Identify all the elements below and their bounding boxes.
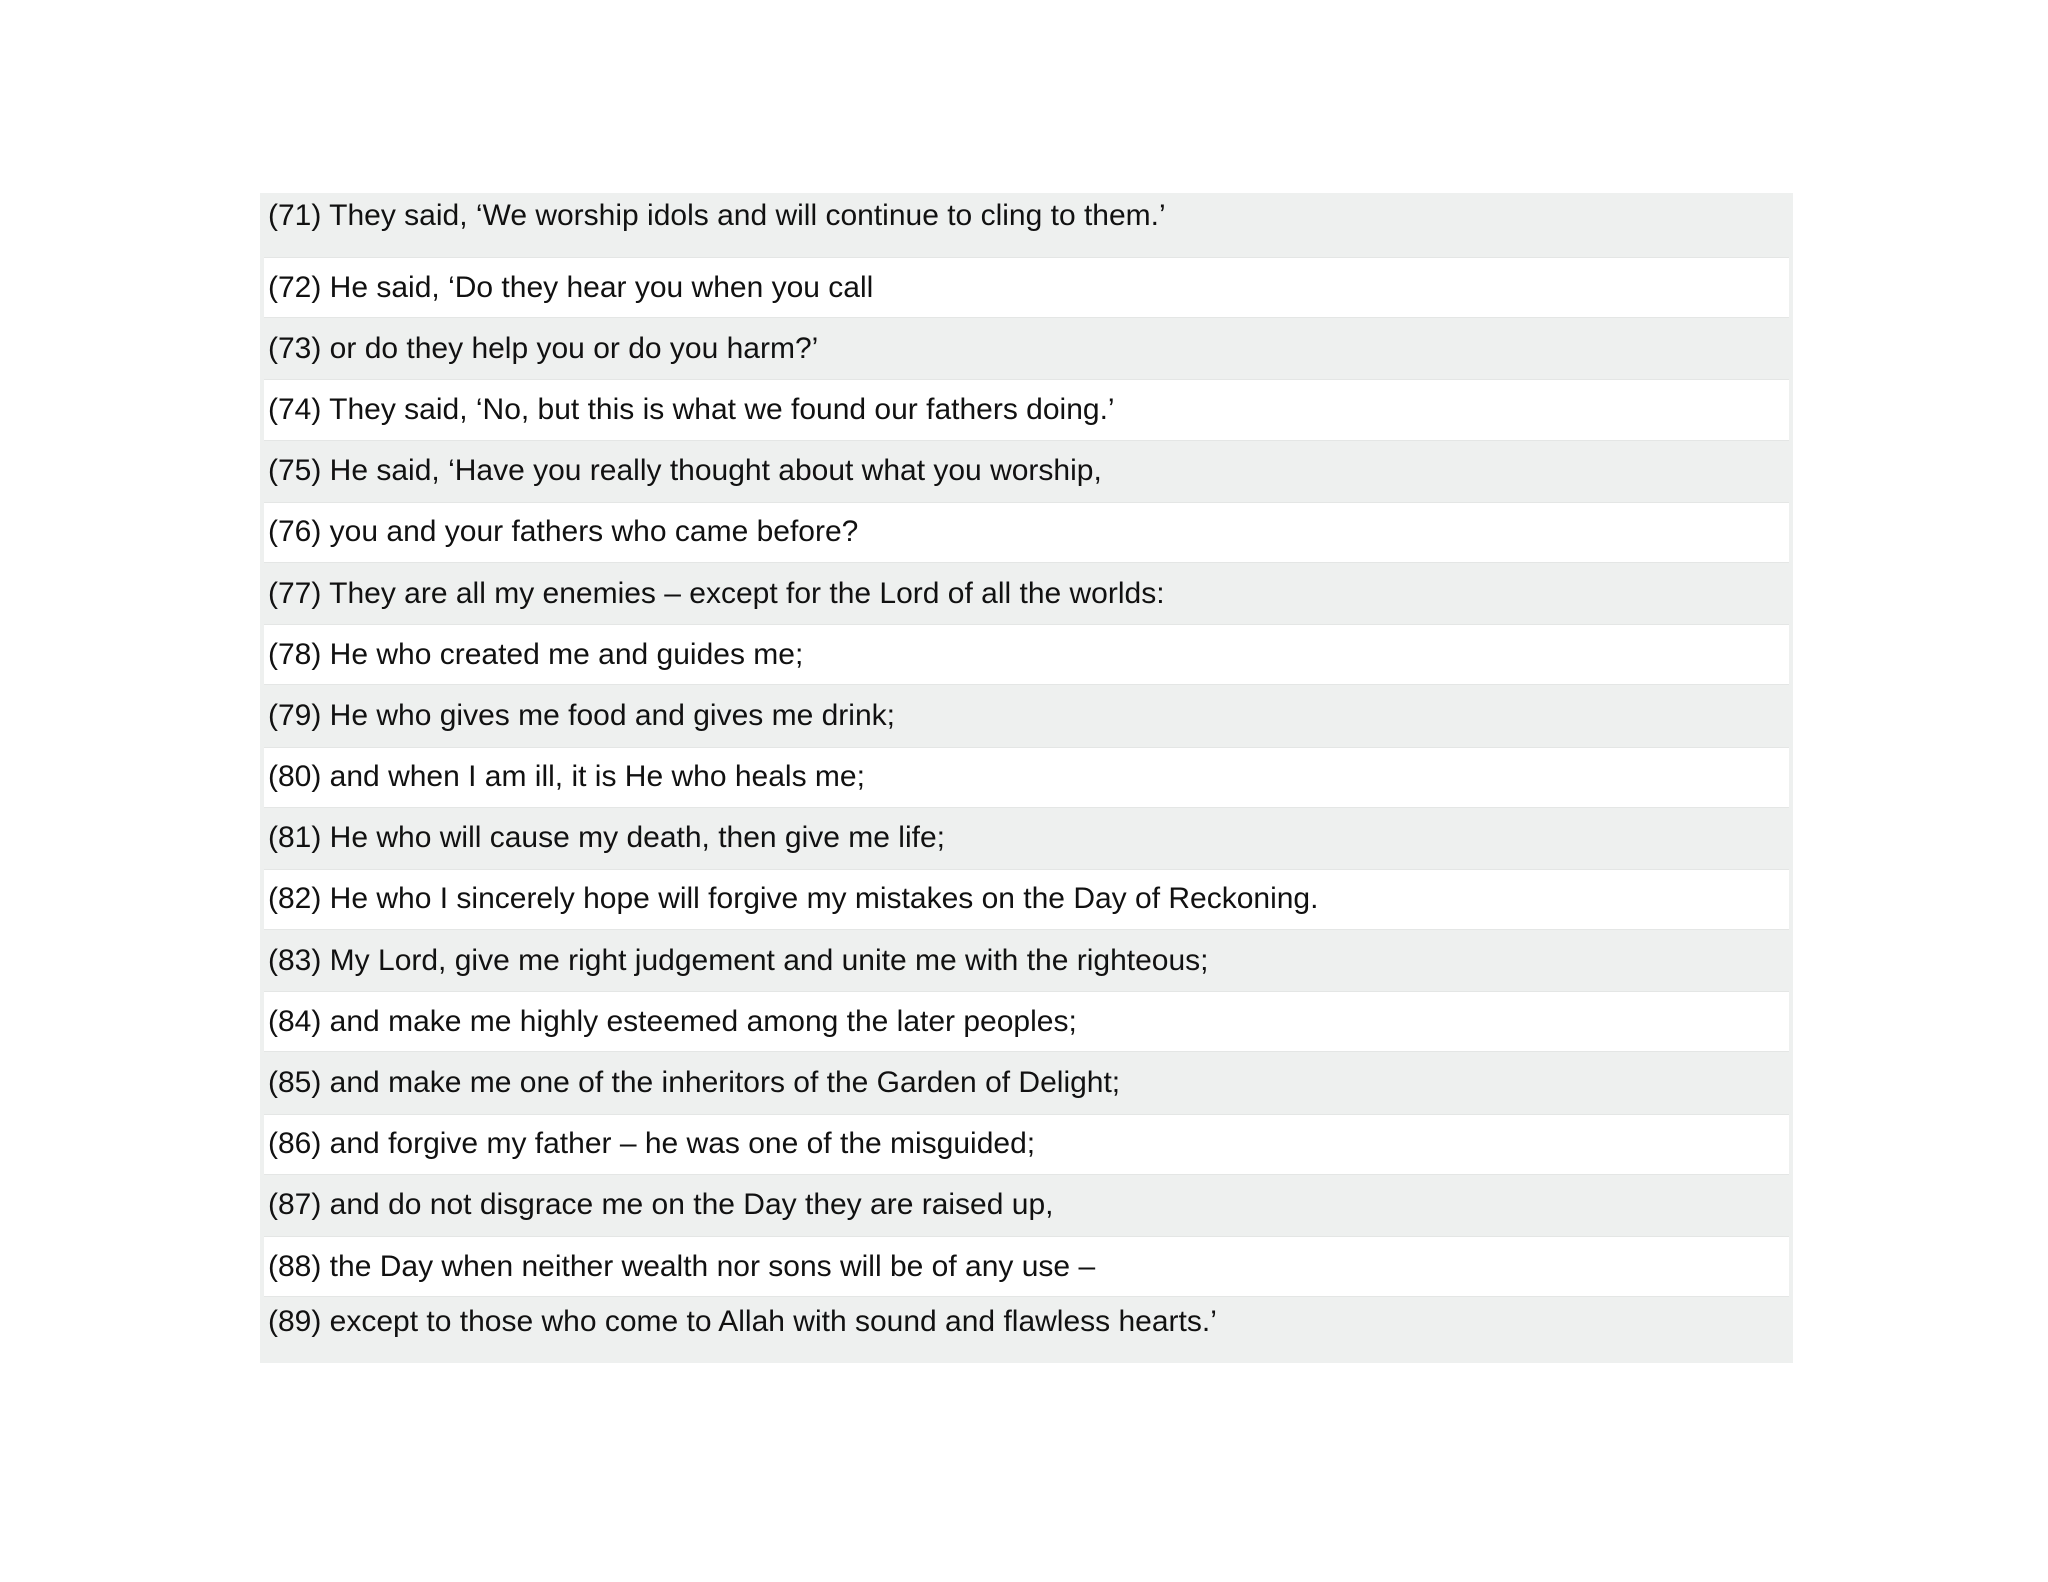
verse-row-74: (74) They said, ‘No, but this is what we found our fathers doing.’ bbox=[264, 379, 1789, 440]
verse-row-86: (86) and forgive my father – he was one of the misguided; bbox=[264, 1114, 1789, 1175]
verse-row-78: (78) He who created me and guides me; bbox=[264, 624, 1789, 685]
verse-row-79: (79) He who gives me food and gives me drink; bbox=[260, 685, 1793, 746]
verse-row-75: (75) He said, ‘Have you really thought about what you worship, bbox=[260, 441, 1793, 502]
verse-row-81: (81) He who will cause my death, then give me life; bbox=[260, 808, 1793, 869]
verse-table bbox=[260, 193, 1793, 1363]
verse-row-82: (82) He who I sincerely hope will forgive my mistakes on the Day of Reckoning. bbox=[264, 869, 1789, 930]
verse-row-85: (85) and make me one of the inheritors of the Garden of Delight; bbox=[260, 1052, 1793, 1113]
verse-row-73: (73) or do they help you or do you harm?’ bbox=[260, 318, 1793, 379]
verse-row-89: (89) except to those who come to Allah with sound and flawless hearts.’ bbox=[260, 1297, 1793, 1363]
verse-row-84: (84) and make me highly esteemed among the later peoples; bbox=[264, 991, 1789, 1052]
verse-row-83: (83) My Lord, give me right judgement and unite me with the righteous; bbox=[260, 930, 1793, 991]
verse-row-77: (77) They are all my enemies – except for the Lord of all the worlds: bbox=[260, 563, 1793, 624]
verse-row-80: (80) and when I am ill, it is He who heals me; bbox=[264, 747, 1789, 808]
verse-row-71: (71) They said, ‘We worship idols and will continue to cling to them.’ bbox=[260, 193, 1793, 257]
verse-row-88: (88) the Day when neither wealth nor sons will be of any use – bbox=[264, 1236, 1789, 1297]
verse-row-76: (76) you and your fathers who came before? bbox=[264, 502, 1789, 563]
verse-row-87: (87) and do not disgrace me on the Day they are raised up, bbox=[260, 1175, 1793, 1236]
verse-row-72: (72) He said, ‘Do they hear you when you call bbox=[264, 257, 1789, 318]
